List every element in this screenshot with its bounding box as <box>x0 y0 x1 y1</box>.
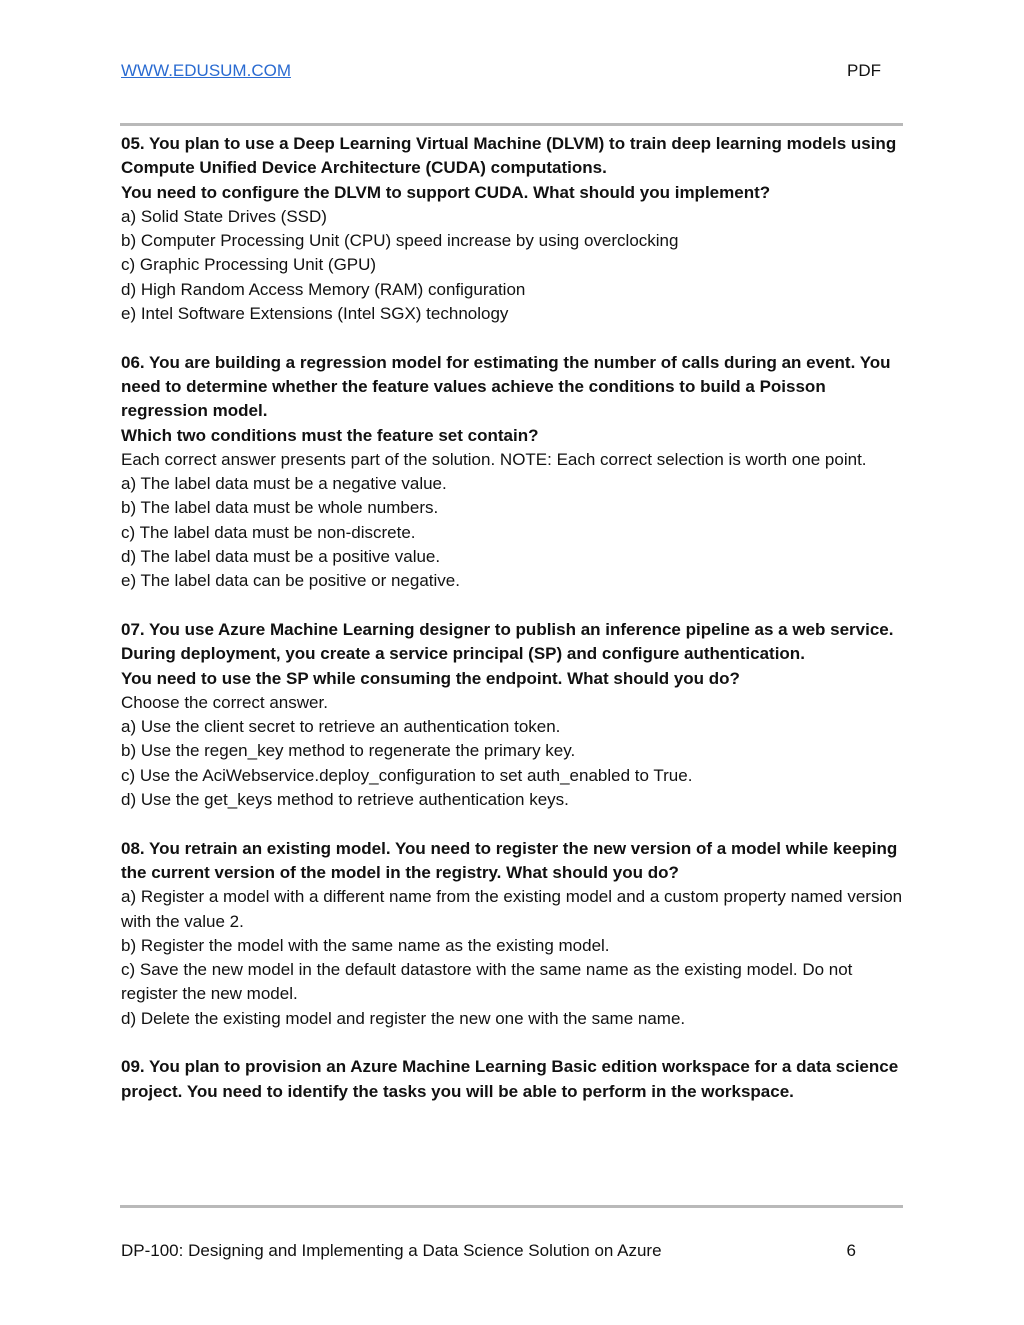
answer-option: d) Use the get_keys method to retrieve authentication keys. <box>121 790 569 810</box>
question-stem: 06. You are building a regression model for estimating the number of calls during an event. You need to determine whether the feature values achieve the conditions to build a Poisson regression model. <box>121 352 891 421</box>
answer-option: e) Intel Software Extensions (Intel SGX) technology <box>121 304 509 324</box>
footer-divider <box>120 1205 903 1208</box>
answer-option: c) Graphic Processing Unit (GPU) <box>121 255 377 275</box>
answer-options <box>121 205 906 326</box>
footer-title: DP-100: Designing and Implementing a Data Science Solution on Azure <box>121 1241 662 1260</box>
answer-option: b) Register the model with the same name as the existing model. <box>121 935 610 955</box>
answer-option: a) Solid State Drives (SSD) <box>121 206 327 226</box>
answer-option: d) Delete the existing model and register the new one with the same name. <box>121 1008 686 1028</box>
question-stem: 05. You plan to use a Deep Learning Virtual Machine (DLVM) to train deep learning models using Compute Unified Device Architecture (CUDA) computations. <box>121 134 897 178</box>
answer-option: b) Use the regen_key method to regenerate the primary key. <box>121 741 576 761</box>
question-note: Choose the correct answer. <box>121 692 328 712</box>
question-note: Each correct answer presents part of the solution. NOTE: Each correct selection is worth one point. <box>121 449 867 469</box>
answer-option: d) The label data must be a positive value. <box>121 547 441 567</box>
question-prompt: You need to configure the DLVM to support CUDA. What should you implement? <box>121 182 771 202</box>
answer-options <box>121 715 906 812</box>
question-stem: 08. You retrain an existing model. You need to register the new version of a model while keeping the current version of the model in the registry. What should you do? <box>121 838 898 882</box>
answer-option: b) Computer Processing Unit (CPU) speed increase by using overclocking <box>121 231 679 251</box>
answer-option: a) The label data must be a negative value. <box>121 474 447 494</box>
question-prompt: Which two conditions must the feature set contain? <box>121 425 539 445</box>
question-05 <box>121 132 906 326</box>
question-06 <box>121 351 906 594</box>
page-number: 6 <box>846 1241 856 1260</box>
question-08 <box>121 837 906 1031</box>
question-07 <box>121 618 906 812</box>
answer-option: e) The label data can be positive or negative. <box>121 571 460 591</box>
answer-option: d) High Random Access Memory (RAM) configuration <box>121 279 526 299</box>
answer-option: c) Use the AciWebservice.deploy_configuration to set auth_enabled to True. <box>121 765 693 785</box>
question-prompt: You need to use the SP while consuming the endpoint. What should you do? <box>121 668 740 688</box>
header-divider <box>120 123 903 126</box>
question-stem: 09. You plan to provision an Azure Machine Learning Basic edition workspace for a data science project. You need to identify the tasks you will be able to perform in the workspace. <box>121 1057 899 1101</box>
answer-option: c) Save the new model in the default datastore with the same name as the existing model. Do not register the new model. <box>121 960 853 1004</box>
answer-option: b) The label data must be whole numbers. <box>121 498 439 518</box>
question-stem: 07. You use Azure Machine Learning designer to publish an inference pipeline as a web service. During deployment, you create a service principal (SP) and configure authentication. <box>121 619 894 664</box>
answer-options <box>121 885 906 1031</box>
answer-option: a) Use the client secret to retrieve an authentication token. <box>121 717 561 737</box>
answer-options <box>121 472 906 593</box>
pdf-label: PDF <box>847 61 881 80</box>
answer-option: c) The label data must be non-discrete. <box>121 522 416 542</box>
answer-option: a) Register a model with a different name from the existing model and a custom property named version with the value 2. <box>121 887 903 931</box>
site-link[interactable]: WWW.EDUSUM.COM <box>121 61 291 80</box>
page-header <box>121 61 881 83</box>
question-list <box>121 132 906 1128</box>
question-09 <box>121 1055 906 1104</box>
